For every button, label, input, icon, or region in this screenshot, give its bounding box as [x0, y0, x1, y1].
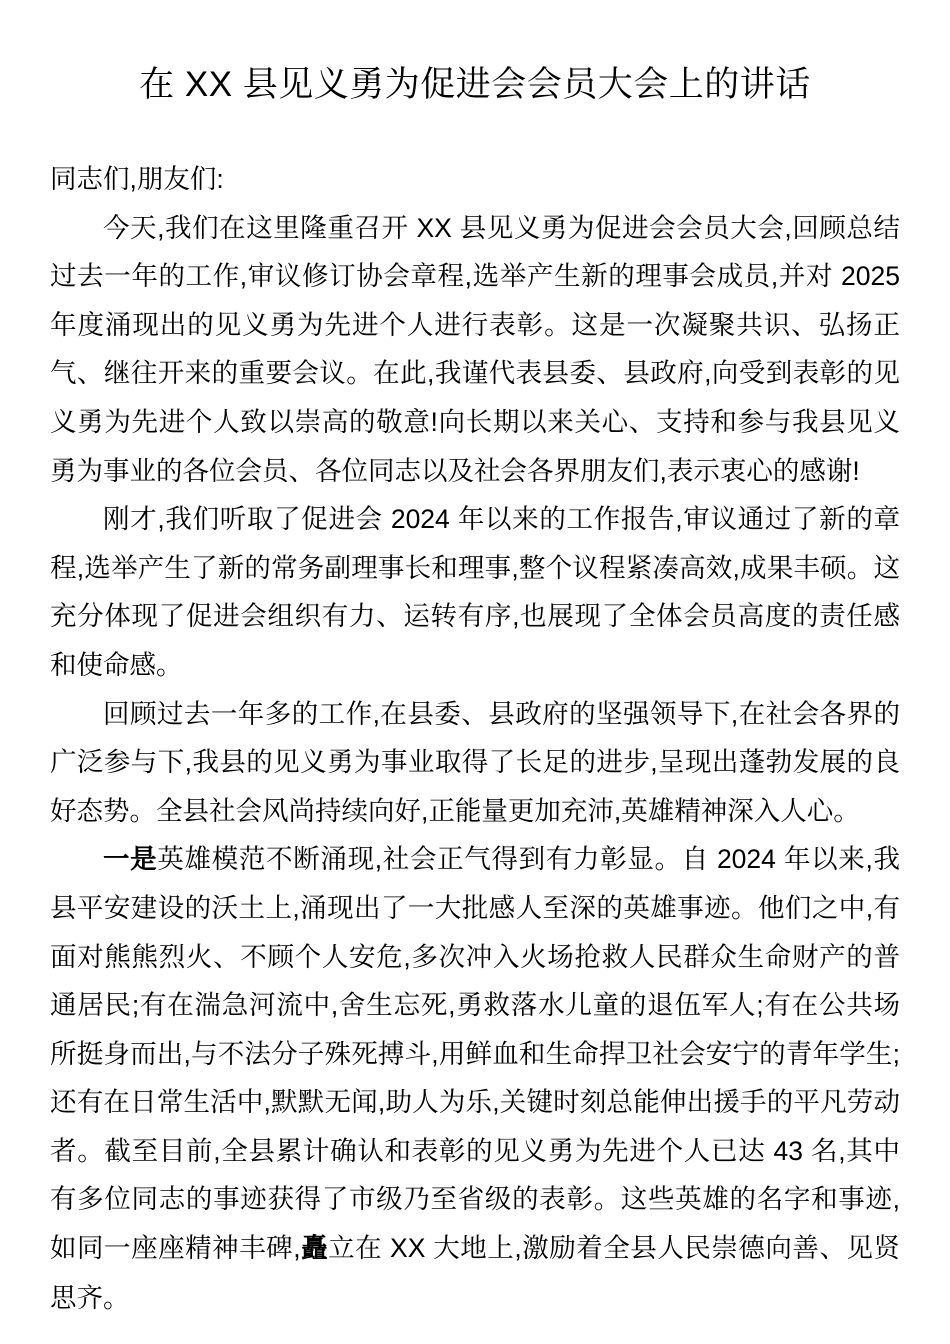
- paragraph-3: 回顾过去一年多的工作,在县委、县政府的坚强领导下,在社会各界的广泛参与下,我县的见义勇为事业取得了长足的进步,呈现出蓬勃发展的良好态势。全县社会风尚持续向好,正能量更加充沛,英雄精神深入人心。: [50, 698, 900, 826]
- paragraph-4-text-before: 英雄模范不断涌现,社会正气得到有力彰显。自 2024 年以来,我县平安建设的沃土上,涌现出了一大批感人至深的英雄事迹。他们之中,有面对熊熊烈火、不顾个人安危,多次冲入火场抢救人民群众生命财产的普通居民;有在湍急河流中,舍生忘死,勇救落水儿童的退伍军人;有在公共场所挺身而出,与不法分子殊死搏斗,用鲜血和生命捍卫社会安宁的青年学生;还有在日常生活中,默默无闻,助人为乐,关键时刻总能伸出援手的平凡劳动者。截至目前,全县累计确认和表彰的见义勇为先进个人已达 43 名,其中有多位同志的事迹获得了市级乃至省级的表彰。这些英雄的名字和事迹,如同一座座精神丰碑,: [50, 844, 901, 1264]
- document-body: [50, 0, 908, 1322]
- paragraph-1: 今天,我们在这里隆重召开 XX 县见义勇为促进会会员大会,回顾总结过去一年的工作,审议修订协会章程,选举产生新的理事会成员,并对 2025 年度涌现出的见义勇为先进个人进行表彰。这是一次凝聚共识、弘扬正气、继往开来的重要会议。在此,我谨代表县委、县政府,向受到表彰的见义勇为先进个人致以崇高的敬意!向长期以来关心、支持和参与我县见义勇为事业的各位会员、各位同志以及社会各界朋友们,表示衷心的感谢!: [50, 212, 908, 486]
- page-title: 在 XX 县见义勇为促进会会员大会上的讲话: [139, 65, 811, 104]
- paragraph-4: [50, 835, 900, 1322]
- salutation-line: 同志们,朋友们:: [50, 164, 224, 194]
- paragraph-2: 刚才,我们听取了促进会 2024 年以来的工作报告,审议通过了新的章程,选举产生了新的常务副理事长和理事,整个议程紧凑高效,成果丰硕。这充分体现了促进会组织有力、运转有序,也展现了全体会员高度的责任感和使命感。: [50, 504, 900, 680]
- paragraph-4-text-after: 立在 XX 大地上,激励着全县人民崇德向善、见贤思齐。: [50, 1233, 900, 1313]
- paragraph-4-bold-lead: 一是: [103, 844, 158, 875]
- paragraph-4-fallback-glyph: 矗: [300, 1233, 329, 1265]
